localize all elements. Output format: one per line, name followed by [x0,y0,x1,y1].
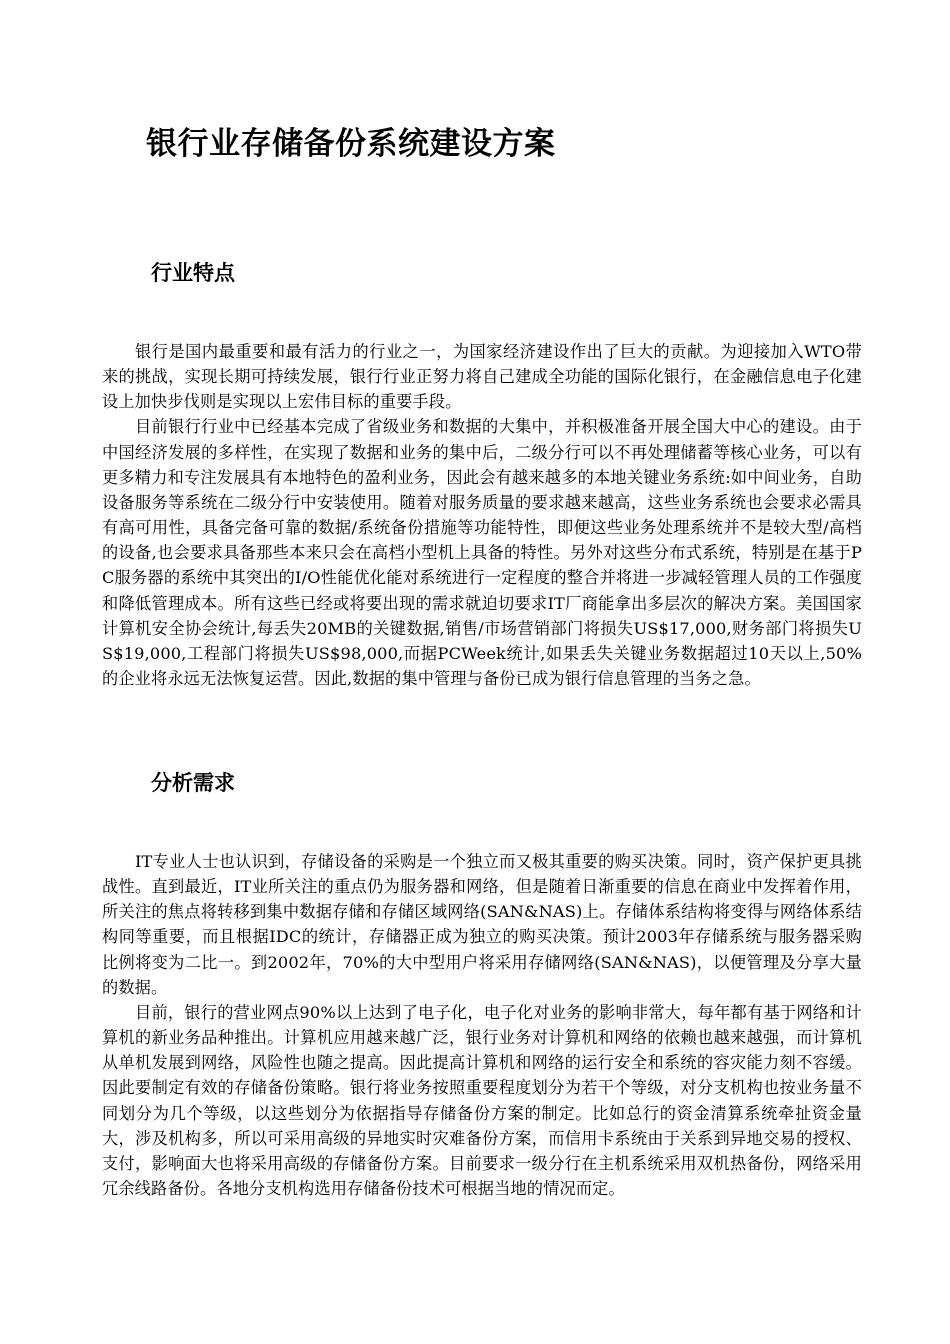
paragraph: IT专业人士也认识到，存储设备的采购是一个独立而又极其重要的购买决策。同时，资产保护更具挑战性。直到最近，IT业所关注的重点仍为服务器和网络，但是随着日渐重要的信息在商业中发挥着作用，所关注的焦点将转移到集中数据存储和存储区域网络(SAN&NAS)上。存储体系结构将变得与网络体系结构同等重要，而且根据IDC的统计，存储器正成为独立的购买决策。预计2003年存储系统与服务器采购比例将变为二比一。到2002年，70%的大中型用户将采用存储网络(SAN&NAS)，以便管理及分享大量的数据。 [102,852,862,997]
document-title: 银行业存储备份系统建设方案 [146,126,556,162]
paragraph: 银行是国内最重要和最有活力的行业之一，为国家经济建设作出了巨大的贡献。为迎接加入WTO带来的挑战，实现长期可持续发展，银行行业正努力将自己建成全功能的国际化银行，在金融信息电子化建设上加快步伐则是实现以上宏伟目标的重要手段。 [102,342,862,412]
paragraph: 目前银行行业中已经基本完成了省级业务和数据的大集中，并积极准备开展全国大中心的建设。由于中国经济发展的多样性，在实现了数据和业务的集中后，二级分行可以不再处理储蓄等核心业务，可以有更多精力和专注发展具有本地特色的盈利业务，因此会有越来越多的本地关键业务系统:如中间业务，自助设备服务等系统在二级分行中安装使用。随着对服务质量的要求越来越高，这些业务系统也会要求必需具有高可用性，具备完备可靠的数据/系统备份措施等功能特性，即便这些业务处理系统并不是较大型/高档的设备,也会要求具备那些本来只会在高档小型机上具备的特性。另外对这些分布式系统，特别是在基于PC服务器的系统中其突出的I/O性能优化能对系统进行一定程度的整合并将进一步减轻管理人员的工作强度和降低管理成本。所有这些已经或将要出现的需求就迫切要求IT厂商能拿出多层次的解决方案。美国国家计算机安全协会统计,每丢失20MB的关键数据,销售/市场营销部门将损失US$17,000,财务部门将损失US$19,000,工程部门将损失US$98,000,而据PCWeek统计,如果丢失关键业务数据超过10天以上,50%的企业将永远无法恢复运营。因此,数据的集中管理与备份已成为银行信息管理的当务之急。 [102,417,862,689]
section-body-industry-features [102,339,862,691]
paragraph: 目前，银行的营业网点90%以上达到了电子化，电子化对业务的影响非常大，每年都有基于网络和计算机的新业务品种推出。计算机应用越来越广泛，银行业务对计算机和网络的依赖也越来越强，而计算机从单机发展到网络，风险性也随之提高。因此提高计算机和网络的运行安全和系统的容灾能力刻不容缓。因此要制定有效的存储备份策略。银行将业务按照重要程度划分为若干个等级，对分支机构也按业务量不同划分为几个等级，以这些划分为依据指导存储备份方案的制定。比如总行的资金清算系统牵扯资金量大，涉及机构多，所以可采用高级的异地实时灾难备份方案，而信用卡系统由于关系到异地交易的授权、支付，影响面大也将采用高级的存储备份方案。目前要求一级分行在主机系统采用双机热备份，网络采用冗余线路备份。各地分支机构选用存储备份技术可根据当地的情况而定。 [102,1002,862,1199]
section-heading-industry-features: 行业特点 [151,261,235,285]
section-heading-requirements-analysis: 分析需求 [151,771,235,795]
section-body-requirements-analysis [102,849,862,1201]
